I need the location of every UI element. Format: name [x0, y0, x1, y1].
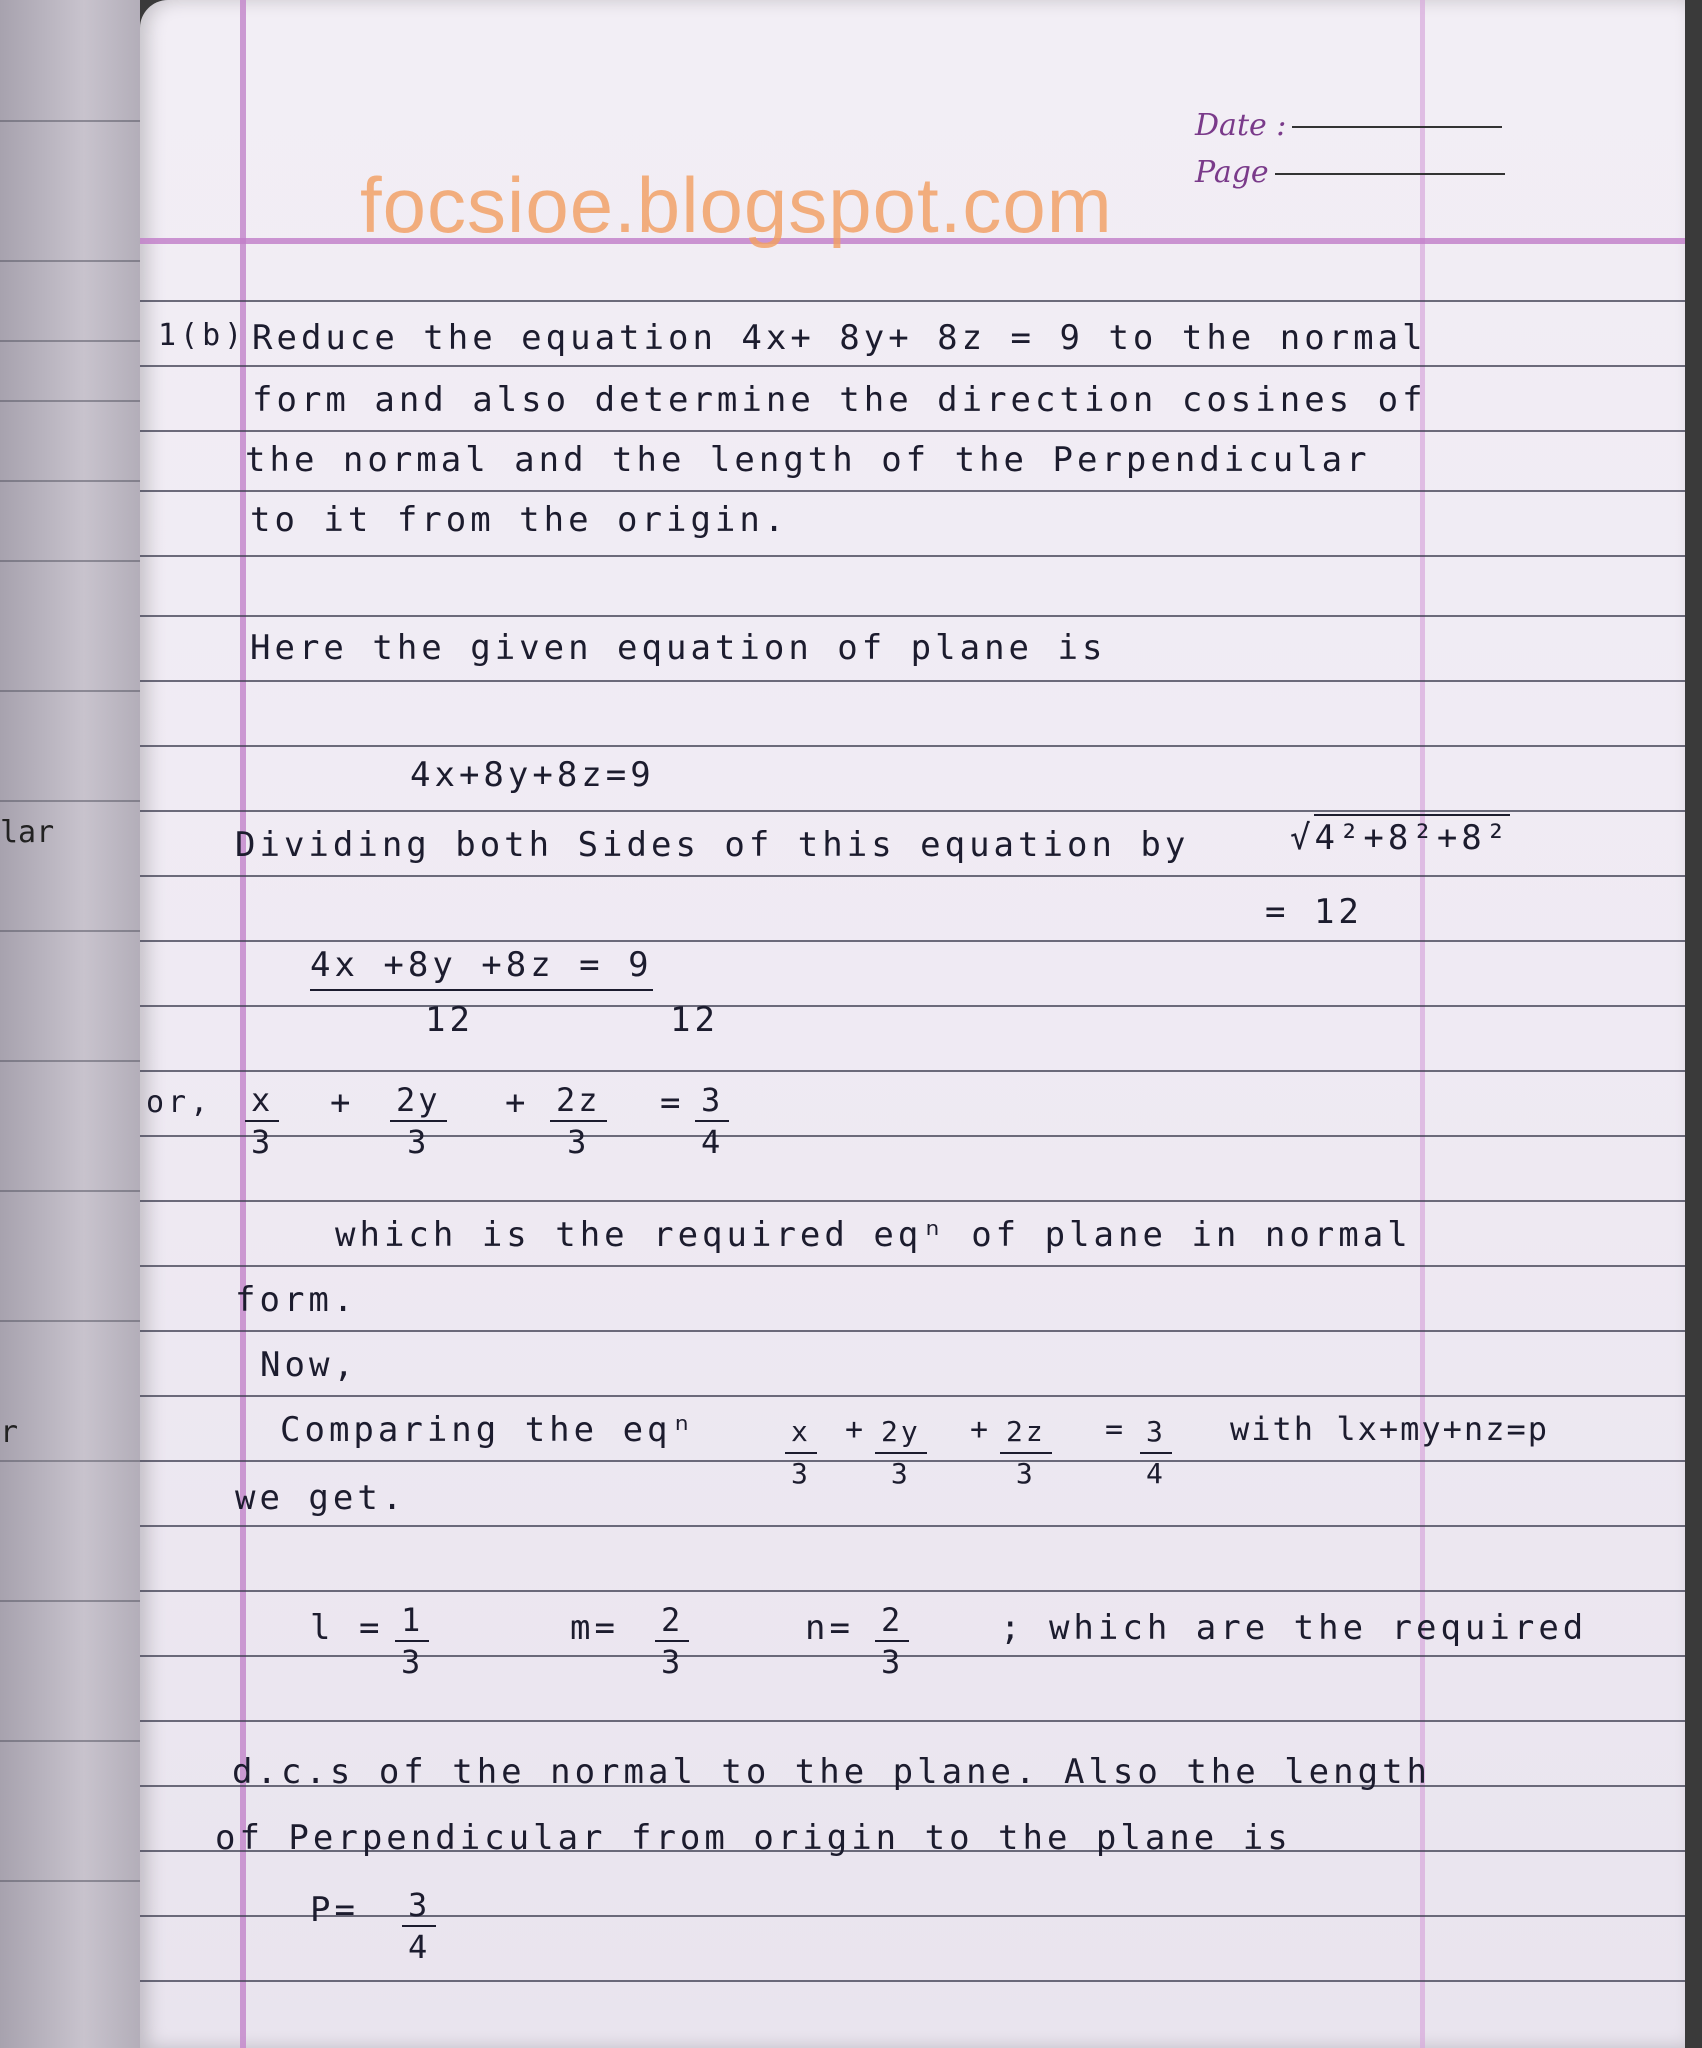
ruled-line — [140, 1525, 1685, 1527]
given-equation: 4x+8y+8z=9 — [410, 755, 655, 795]
ruled-line — [140, 1005, 1685, 1007]
fraction — [1140, 1412, 1172, 1494]
fraction-numerator: x — [785, 1412, 817, 1454]
question-line: the normal and the length of the Perpendicular — [245, 440, 1371, 480]
date-blank — [1292, 126, 1502, 128]
fraction-denominator: 4 — [408, 1928, 431, 1966]
left-rule — [0, 1880, 140, 1882]
p-label: P= — [310, 1890, 359, 1930]
fraction — [695, 1080, 729, 1162]
left-fragment: lar — [0, 815, 55, 850]
ruled-line — [140, 1330, 1685, 1332]
date-field — [1195, 108, 1502, 143]
fraction-denominator: 3 — [567, 1123, 590, 1161]
ruled-line — [140, 745, 1685, 747]
plus-sign: + — [505, 1083, 530, 1123]
page-blank — [1275, 173, 1505, 175]
ruled-line — [140, 1915, 1685, 1917]
ruled-line — [140, 940, 1685, 942]
dividing-text: Dividing both Sides of this equation by — [235, 825, 1190, 865]
left-rule — [0, 560, 140, 562]
question-line: Reduce the equation 4x+ 8y+ 8z = 9 to the normal — [252, 318, 1427, 358]
fraction-denominator: 4 — [1146, 1457, 1166, 1490]
left-rule — [0, 1460, 140, 1462]
ruled-line — [140, 1200, 1685, 1202]
with-text: with lx+my+nz=p — [1230, 1410, 1549, 1448]
fraction-denominator: 3 — [791, 1457, 811, 1490]
left-rule — [0, 260, 140, 262]
l-label: l = — [310, 1608, 384, 1648]
ruled-line — [140, 430, 1685, 432]
sqrt-radicand: 4²+8²+8² — [1314, 814, 1510, 858]
comparing-text: Comparing the eqⁿ — [280, 1410, 696, 1450]
fraction-numerator: 2 — [655, 1600, 689, 1642]
divided-equation: 4x +8y +8z = 9 — [310, 945, 653, 991]
equals-twelve: = 12 — [1265, 892, 1363, 932]
plus-sign: + — [330, 1083, 355, 1123]
left-rule — [0, 800, 140, 802]
fraction — [655, 1600, 689, 1682]
denominator: 12 — [425, 1000, 474, 1040]
sqrt-expression: √4²+8²+8² — [1290, 818, 1510, 858]
ruled-line — [140, 615, 1685, 617]
ruled-line — [140, 490, 1685, 492]
fraction-numerator: 2 — [875, 1600, 909, 1642]
fraction-numerator: 3 — [695, 1080, 729, 1122]
fraction-numerator: 2y — [875, 1412, 927, 1454]
fraction — [875, 1600, 909, 1682]
equals-sign: = — [1105, 1412, 1128, 1447]
page-label: Page — [1195, 155, 1269, 190]
fraction-numerator: 2y — [390, 1080, 447, 1122]
ruled-line — [140, 1070, 1685, 1072]
plus-sign: + — [845, 1412, 868, 1447]
left-rule — [0, 1190, 140, 1192]
notebook-page — [140, 0, 1685, 2048]
closing-line: of Perpendicular from origin to the plane is — [215, 1818, 1292, 1858]
fraction-denominator: 3 — [1015, 1457, 1036, 1490]
fraction-numerator: x — [245, 1080, 279, 1122]
left-rule — [0, 400, 140, 402]
right-margin-line — [1420, 0, 1425, 2048]
left-rule — [0, 1060, 140, 1062]
left-rule — [0, 1600, 140, 1602]
fraction-denominator: 3 — [890, 1457, 911, 1490]
ruled-line — [140, 1395, 1685, 1397]
left-fragment: r — [0, 1415, 19, 1450]
or-label: or, — [146, 1085, 213, 1120]
fraction — [1000, 1412, 1052, 1494]
ruled-line — [140, 1720, 1685, 1722]
ruled-line — [140, 680, 1685, 682]
closing-line: d.c.s of the normal to the plane. Also the length — [232, 1752, 1432, 1792]
we-get-text: we get. — [235, 1478, 407, 1518]
left-rule — [0, 1320, 140, 1322]
which-line: which is the required eqⁿ of plane in normal — [335, 1215, 1412, 1255]
solution-intro: Here the given equation of plane is — [250, 628, 1107, 668]
date-label: Date : — [1195, 108, 1287, 143]
which-required-text: ; which are the required — [1000, 1608, 1588, 1648]
ruled-line — [140, 365, 1685, 367]
fraction-numerator: 3 — [1140, 1412, 1172, 1454]
fraction-denominator: 3 — [881, 1643, 904, 1681]
fraction-denominator: 3 — [401, 1643, 424, 1681]
ruled-line — [140, 1590, 1685, 1592]
left-rule — [0, 120, 140, 122]
fraction — [390, 1080, 447, 1162]
ruled-line — [140, 810, 1685, 812]
fraction-denominator: 4 — [701, 1123, 724, 1161]
fraction-numerator: 3 — [402, 1885, 436, 1927]
plus-sign: + — [970, 1412, 993, 1447]
fraction — [875, 1412, 927, 1494]
fraction-denominator: 3 — [407, 1123, 430, 1161]
left-rule — [0, 340, 140, 342]
question-number: 1(b) — [158, 318, 247, 353]
ruled-line — [140, 555, 1685, 557]
fraction-denominator: 3 — [661, 1643, 684, 1681]
ruled-line — [140, 1265, 1685, 1267]
fraction-numerator: 2z — [1000, 1412, 1052, 1454]
margin-line — [240, 0, 246, 2048]
ruled-line — [140, 1980, 1685, 1982]
now-text: Now, — [260, 1345, 358, 1385]
fraction — [550, 1080, 607, 1162]
fraction — [785, 1412, 817, 1494]
fraction — [402, 1885, 436, 1967]
n-label: n= — [805, 1608, 854, 1648]
question-line: form and also determine the direction cosines of — [252, 380, 1427, 420]
fraction-denominator: 3 — [251, 1123, 274, 1161]
fraction — [395, 1600, 429, 1682]
page-field — [1195, 155, 1505, 190]
ruled-line — [140, 300, 1685, 302]
ruled-line — [140, 1135, 1685, 1137]
equals-sign: = — [660, 1083, 685, 1123]
adjacent-page — [0, 0, 140, 2048]
ruled-line — [140, 1655, 1685, 1657]
fraction-numerator: 2z — [550, 1080, 607, 1122]
m-label: m= — [570, 1608, 619, 1648]
denominator: 12 — [670, 1000, 719, 1040]
which-line: form. — [235, 1280, 358, 1320]
ruled-line — [140, 875, 1685, 877]
fraction-numerator: 1 — [395, 1600, 429, 1642]
left-rule — [0, 930, 140, 932]
question-line: to it from the origin. — [250, 500, 789, 540]
left-rule — [0, 690, 140, 692]
fraction — [245, 1080, 279, 1162]
left-rule — [0, 480, 140, 482]
left-rule — [0, 1740, 140, 1742]
watermark: focsioe.blogspot.com — [360, 161, 1113, 249]
